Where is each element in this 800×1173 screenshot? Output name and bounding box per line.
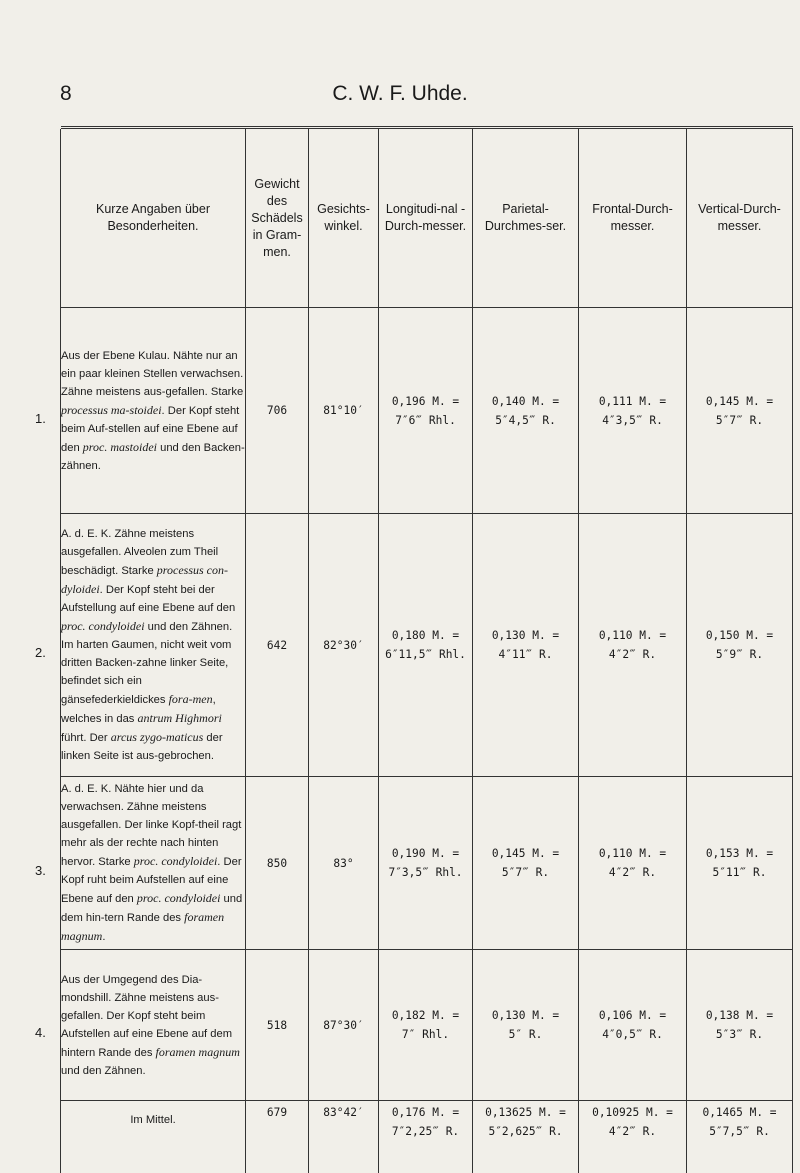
table-row xyxy=(61,514,793,777)
cell-frontal: 0,106 M. = 4″0,5‴ R. xyxy=(579,950,687,1101)
row-number: 1. xyxy=(35,411,46,426)
table-row xyxy=(61,950,793,1101)
row-description: A. d. E. K. Zähne meistens ausgefallen. Alveolen zum Theil beschädigt. Starke processus con-dyloidei. Der Kopf steht bei der Aufstellung auf eine Ebene auf den proc. condyloidei und den Zähnen. Im harten Gaumen, nicht weit vom dritten Backen-zahne linker Seite, befindet sich ein gänsefederkieldickes fora-men, welches in das antrum Highmori führt. Der arcus zygo-maticus der linken Seite ist aus-gebrochen. xyxy=(61,514,246,777)
measurement-table xyxy=(60,126,792,1173)
row-description: Aus der Umgegend des Dia-mondshill. Zähne meistens aus-gefallen. Der Kopf steht beim Aufstellen auf eine Ebene auf dem hintern Rande des foramen magnum und den Zähnen. xyxy=(61,950,246,1101)
row-number: 3. xyxy=(35,863,46,878)
row-description: A. d. E. K. Nähte hier und da verwachsen. Zähne meistens ausgefallen. Der linke Kopf-theil ragt mehr als der rechte nach hinten hervor. Starke proc. condyloidei. Der Kopf ruht beim Aufstellen auf eine Ebene auf den proc. condyloidei und dem hin-tern Rande des foramen magnum. xyxy=(61,777,246,950)
row-description: Aus der Ebene Kulau. Nähte nur an ein paar kleinen Stellen verwachsen. Zähne meistens aus-gefallen. Starke processus ma-stoidei. Der Kopf steht beim Auf-stellen auf eine Ebene auf den proc. mastoidei und den Backen-zähnen. xyxy=(61,308,246,514)
cell-facial-angle: 81°10′ xyxy=(309,308,379,514)
cell-longitudinal: 0,176 M. = 7″2,25‴ R. xyxy=(379,1101,473,1173)
row-number: 2. xyxy=(35,645,46,660)
cell-weight: 706 xyxy=(246,308,309,514)
table-row xyxy=(61,777,793,950)
column-header-description: Kurze Angaben über Besonderheiten. xyxy=(61,128,246,308)
column-header-facial-angle: Gesichts-winkel. xyxy=(309,128,379,308)
cell-vertical: 0,1465 M. = 5″7,5‴ R. xyxy=(687,1101,793,1173)
cell-frontal: 0,111 M. = 4″3,5‴ R. xyxy=(579,308,687,514)
cell-frontal: 0,110 M. = 4″2‴ R. xyxy=(579,514,687,777)
table-row-mean xyxy=(61,1101,793,1173)
cell-longitudinal: 0,190 M. = 7″3,5‴ Rhl. xyxy=(379,777,473,950)
cell-weight: 679 xyxy=(246,1101,309,1173)
cell-vertical: 0,153 M. = 5″11‴ R. xyxy=(687,777,793,950)
column-header-longitudinal: Longitudi-nal - Durch-messer. xyxy=(379,128,473,308)
cell-weight: 642 xyxy=(246,514,309,777)
cell-vertical: 0,150 M. = 5″9‴ R. xyxy=(687,514,793,777)
cell-vertical: 0,138 M. = 5″3‴ R. xyxy=(687,950,793,1101)
row-description: Im Mittel. xyxy=(61,1101,246,1173)
cell-longitudinal: 0,196 M. = 7″6‴ Rhl. xyxy=(379,308,473,514)
table-header-row xyxy=(61,128,793,308)
cell-weight: 518 xyxy=(246,950,309,1101)
cell-parietal: 0,130 M. = 5″ R. xyxy=(473,950,579,1101)
cell-parietal: 0,130 M. = 4″11‴ R. xyxy=(473,514,579,777)
cell-parietal: 0,145 M. = 5″7‴ R. xyxy=(473,777,579,950)
column-header-parietal: Parietal-Durchmes-ser. xyxy=(473,128,579,308)
cell-weight: 850 xyxy=(246,777,309,950)
row-number: 4. xyxy=(35,1025,46,1040)
cell-facial-angle: 87°30′ xyxy=(309,950,379,1101)
column-header-frontal: Frontal-Durch-messer. xyxy=(579,128,687,308)
cell-facial-angle: 83° xyxy=(309,777,379,950)
cell-frontal: 0,10925 M. = 4″2‴ R. xyxy=(579,1101,687,1173)
page-header xyxy=(0,82,800,112)
cell-longitudinal: 0,182 M. = 7″ Rhl. xyxy=(379,950,473,1101)
running-title: C. W. F. Uhde. xyxy=(0,82,800,106)
cell-facial-angle: 82°30′ xyxy=(309,514,379,777)
cell-parietal: 0,13625 M. = 5″2,625‴ R. xyxy=(473,1101,579,1173)
column-header-vertical: Vertical-Durch-messer. xyxy=(687,128,793,308)
cell-frontal: 0,110 M. = 4″2‴ R. xyxy=(579,777,687,950)
cell-longitudinal: 0,180 M. = 6″11,5‴ Rhl. xyxy=(379,514,473,777)
cell-facial-angle: 83°42′ xyxy=(309,1101,379,1173)
table-row xyxy=(61,308,793,514)
column-header-weight: Gewicht des Schädels in Gram-men. xyxy=(246,128,309,308)
cell-vertical: 0,145 M. = 5″7‴ R. xyxy=(687,308,793,514)
cell-parietal: 0,140 M. = 5″4,5‴ R. xyxy=(473,308,579,514)
page-number: 8 xyxy=(60,82,72,106)
